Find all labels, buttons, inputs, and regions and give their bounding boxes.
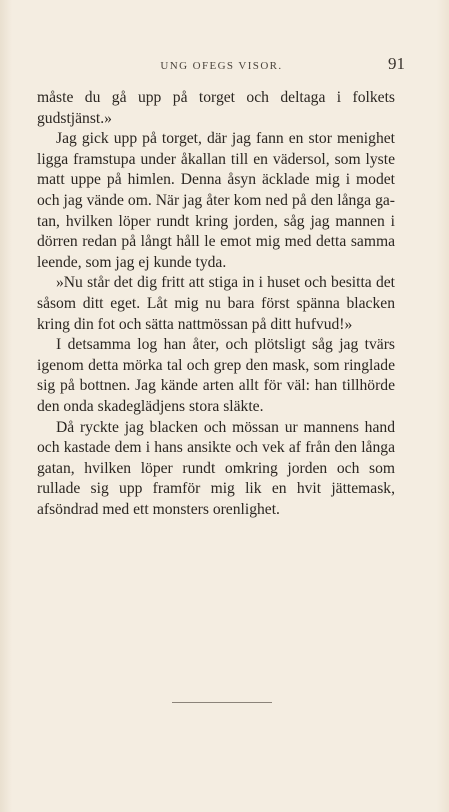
section-end-rule <box>172 702 272 703</box>
page-header <box>38 54 405 82</box>
paragraph: Jag gick upp på torget, där jag fann en stor menighet ligga framstupa under åkallan till en vädersol, som lyste matt uppe på himlen. Denna åsyn äcklade mig i modet och jag vände om. När jag åter kom ned på den långa gatan, hvilken löper rundt kring jorden, såg jag mannen i dörren redan på långt håll le emot mig med detta samma leende, som jag ej kunde tyda. <box>37 130 395 271</box>
paragraph: måste du gå upp på torget och deltaga i folkets gudstjänst.» <box>37 89 395 127</box>
paragraph: »Nu står det dig fritt att stiga in i huset och besitta det såsom ditt eget. Låt mig nu bara först spänna blacken kring din fot och sätta nattmössan på ditt hufvud!» <box>37 274 395 333</box>
page-number: 91 <box>388 54 405 73</box>
running-head: UNG OFEGS VISOR. <box>160 60 283 72</box>
paragraph: I detsamma log han åter, och plötsligt såg jag tvärs igenom detta mörka tal och grep den mask, som ringlade sig på bottnen. Jag kände arten allt för väl: han tillhörde den onda skadeglädjens stora släkte. <box>37 336 395 415</box>
body-text <box>37 88 395 520</box>
paragraph: Då ryckte jag blacken och mössan ur mannens hand och kastade dem i hans ansikte och vek af från den långa gatan, hvilken löper rundt omkring jorden och som rullade sig upp framför mig lik en hvit jättemask, afsöndrad med ett monsters orenlighet. <box>37 418 395 518</box>
